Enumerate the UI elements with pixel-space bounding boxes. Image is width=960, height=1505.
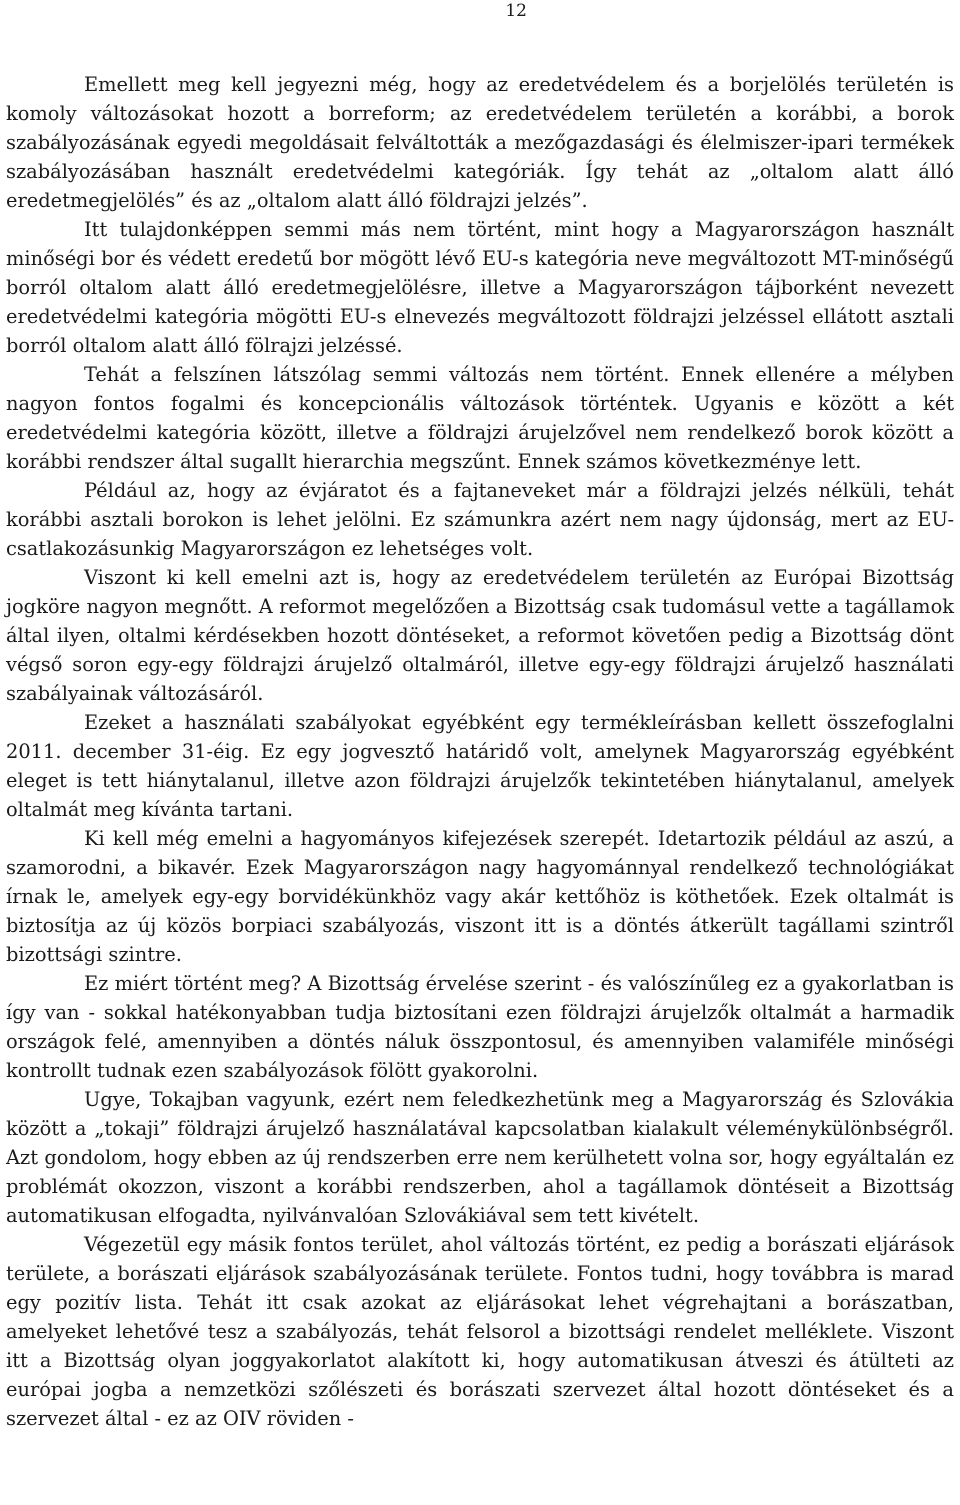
paragraph: Emellett meg kell jegyezni még, hogy az eredetvédelem és a borjelölés területén is komoly változásokat hozott a borreform; az eredetvédelem területén a korábbi, a borok szabályozásának egyedi megoldásait felváltották a mezőgazdasági és élelmiszer-ipari termékek szabályozásában használt eredetvédelmi kategóriák. Így tehát az „oltalom alatt álló eredetmegjelölés” és az „oltalom alatt álló földrajzi jelzés”. bbox=[6, 73, 954, 212]
paragraph: Ugye, Tokajban vagyunk, ezért nem feledkezhetünk meg a Magyarország és Szlovákia között a „tokaji” földrajzi árujelző használatával kapcsolatban kialakult véleménykülönbségről. Azt gondolom, hogy ebben az új rendszerben erre nem kerülhetett volna sor, hogy egyáltalán ez problémát okozzon, viszont a korábbi rendszerben, ahol a tagállamok döntéseit a Bizottság automatikusan elfogadta, nyilvánvalóan Szlovákiával sem tett kivételt. bbox=[6, 1088, 954, 1227]
document-body bbox=[6, 70, 954, 1433]
paragraph: Például az, hogy az évjáratot és a fajtaneveket már a földrajzi jelzés nélküli, tehát korábbi asztali borokon is lehet jelölni. Ez számunkra azért nem nagy újdonság, mert az EU-csatlakozásunkig Magyarországon ez lehetséges volt. bbox=[6, 479, 954, 560]
paragraph: Viszont ki kell emelni azt is, hogy az eredetvédelem területén az Európai Bizottság jogköre nagyon megnőtt. A reformot megelőzően a Bizottság csak tudomásul vette a tagállamok által ilyen, oltalmi kérdésekben hozott döntéseket, a reformot követően pedig a Bizottság dönt végső soron egy-egy földrajzi árujelző oltalmáról, illetve egy-egy földrajzi árujelző használati szabályainak változásáról. bbox=[6, 566, 954, 705]
paragraph: Itt tulajdonképpen semmi más nem történt, mint hogy a Magyarországon használt minőségi bor és védett eredetű bor mögött lévő EU-s kategória neve megváltozott MT-minőségű borról oltalom alatt álló eredetmegjelölésre, illetve a Magyarországon tájborként nevezett eredetvédelmi kategória mögötti EU-s elnevezés megváltozott földrajzi jelzéssel ellátott asztali borról oltalom alatt álló fölrajzi jelzéssé. bbox=[6, 218, 954, 357]
paragraph: Végezetül egy másik fontos terület, ahol változás történt, ez pedig a borászati eljárások területe, a borászati eljárások szabályozásának területe. Fontos tudni, hogy továbbra is marad egy pozitív lista. Tehát itt csak azokat az eljárásokat lehet végrehajtani a borászatban, amelyeket lehetővé tesz a szabályozás, tehát felsorol a bizottsági rendelet melléklete. Viszont itt a Bizottság olyan joggyakorlatot alakított ki, hogy automatikusan átveszi és átülteti az európai jogba a nemzetközi szőlészeti és borászati szervezet által hozott döntéseket és a szervezet által - ez az OIV röviden - bbox=[6, 1233, 954, 1430]
paragraph: Ezeket a használati szabályokat egyébként egy termékleírásban kellett összefoglalni 2011. december 31-éig. Ez egy jogvesztő határidő volt, amelynek Magyarország egyébként eleget is tett hiánytalanul, illetve azon földrajzi árujelzők tekintetében hiánytalanul, amelyek oltalmát meg kívánta tartani. bbox=[6, 711, 954, 821]
paragraph: Tehát a felszínen látszólag semmi változás nem történt. Ennek ellenére a mélyben nagyon fontos fogalmi és koncepcionális változások történtek. Ugyanis e között a két eredetvédelmi kategória között, illetve a földrajzi árujelzővel nem rendelkező borok között a korábbi rendszer által sugallt hierarchia megszűnt. Ennek számos következménye lett. bbox=[6, 363, 954, 473]
paragraph: Ez miért történt meg? A Bizottság érvelése szerint - és valószínűleg ez a gyakorlatban is így van - sokkal hatékonyabban tudja biztosítani ezen földrajzi árujelzők oltalmát a harmadik országok felé, amennyiben a döntés náluk összpontosul, és amennyiben valamiféle minőségi kontrollt tudnak ezen szabályozások fölött gyakorolni. bbox=[6, 972, 954, 1082]
page-number: 12 bbox=[505, 1, 527, 21]
paragraph: Ki kell még emelni a hagyományos kifejezések szerepét. Idetartozik például az aszú, a szamorodni, a bikavér. Ezek Magyarországon nagy hagyománnyal rendelkező technológiákat írnak le, amelyek egy-egy borvidékünkhöz vagy akár kettőhöz is köthetőek. Ezek oltalmát is biztosítja az új közös borpiaci szabályozás, viszont itt is a döntés átkerült tagállami szintről bizottsági szintre. bbox=[6, 827, 954, 966]
